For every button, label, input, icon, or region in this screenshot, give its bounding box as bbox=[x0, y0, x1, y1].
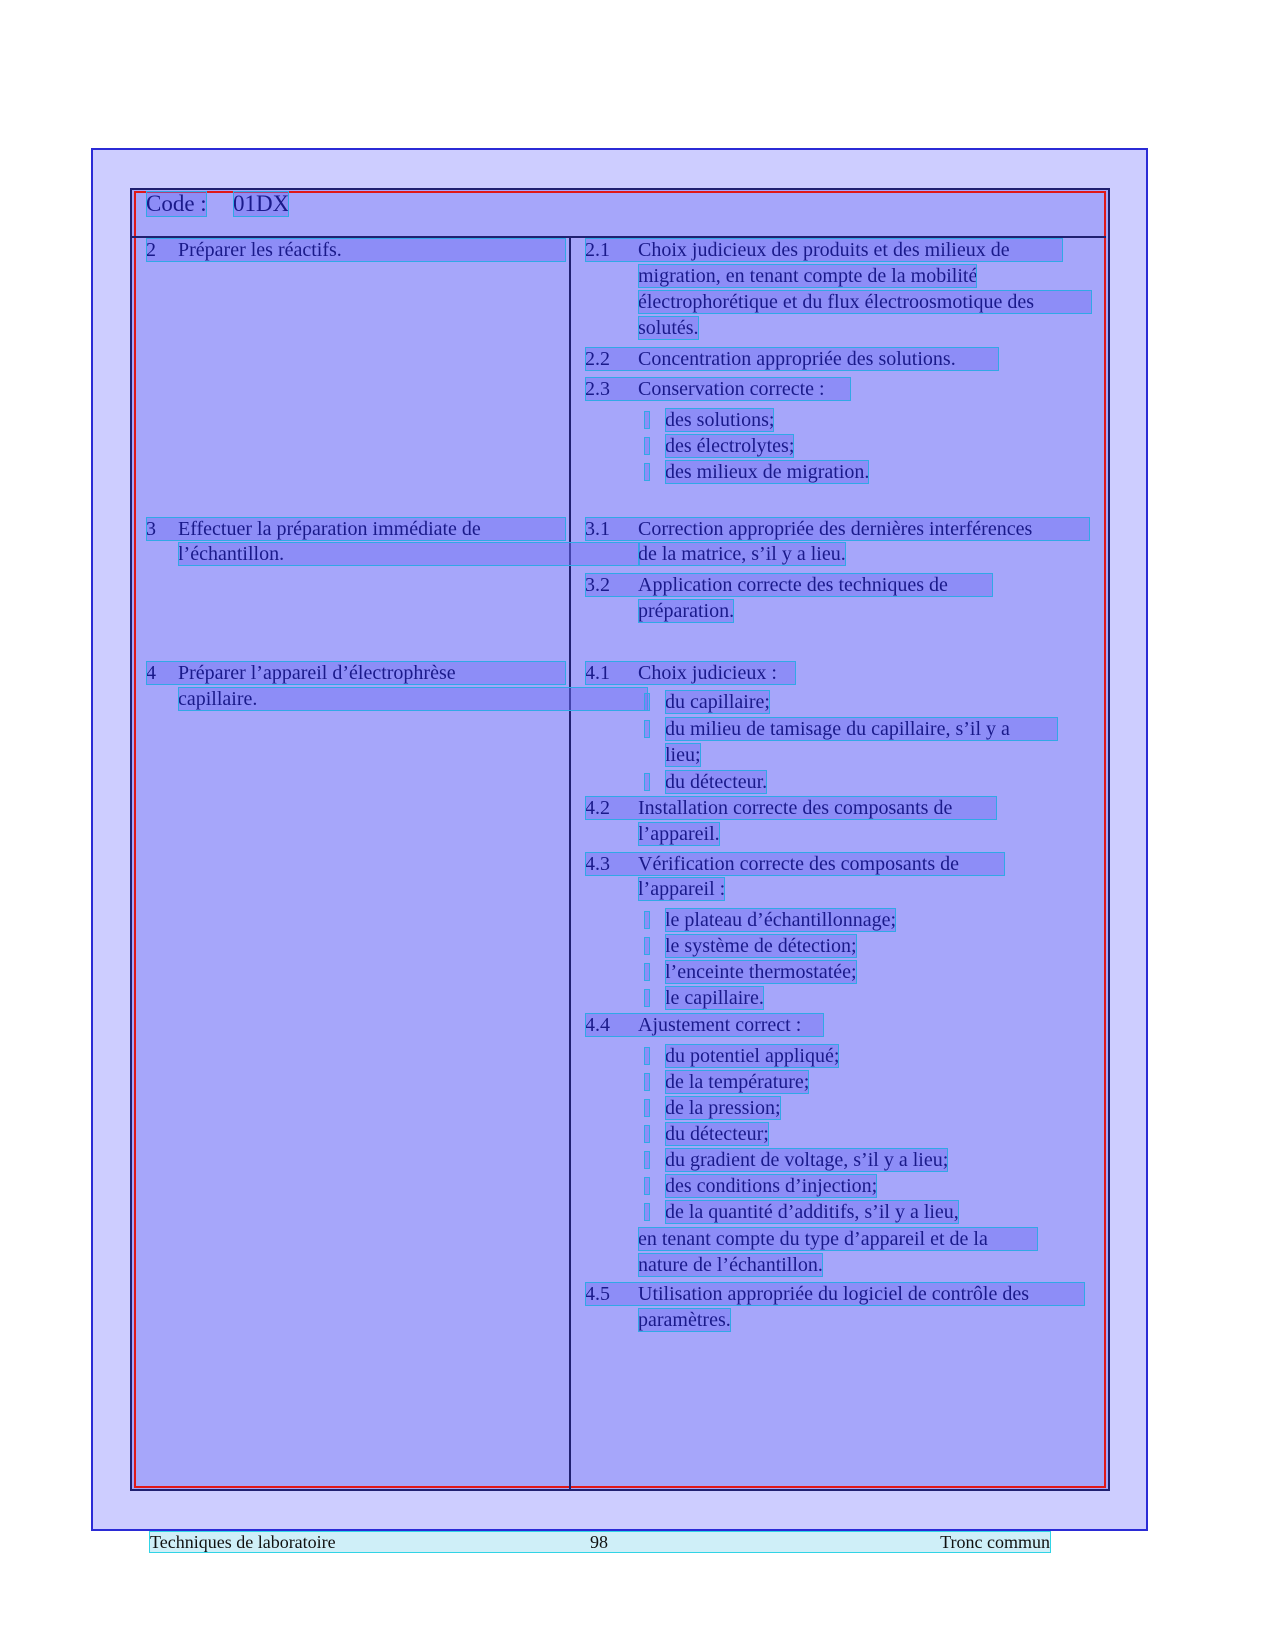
footer-left: Techniques de laboratoire bbox=[150, 1532, 336, 1552]
criterion-4-4-context: en tenant compte du type d’appareil et de la bbox=[638, 1227, 1038, 1251]
criterion-2-1-line2: migration, en tenant compte de la mobilité bbox=[638, 265, 978, 287]
criterion-4-3-item: l’enceinte thermostatée; bbox=[665, 961, 857, 983]
criterion-2-1-line4: solutés. bbox=[638, 317, 699, 339]
element-4 bbox=[146, 661, 566, 685]
bullet-icon bbox=[644, 989, 650, 1007]
criterion-4-4-item: du détecteur; bbox=[665, 1123, 769, 1145]
bullet-icon bbox=[644, 1151, 650, 1169]
bullet-icon bbox=[644, 773, 650, 791]
bullet-icon bbox=[644, 911, 650, 929]
criterion-text: Utilisation appropriée du logiciel de contrôle des bbox=[638, 1283, 1029, 1305]
bullet-icon bbox=[644, 1073, 650, 1091]
code-value: 01DX bbox=[233, 191, 290, 216]
criterion-text: Concentration appropriée des solutions. bbox=[638, 348, 956, 370]
criterion-number: 4.2 bbox=[585, 797, 610, 819]
criterion-4-1-item: du milieu de tamisage du capillaire, s’il y a bbox=[665, 717, 1058, 741]
element-2 bbox=[146, 238, 566, 262]
criterion-4-4-item: de la pression; bbox=[665, 1097, 781, 1119]
criterion-4-3-item: le capillaire. bbox=[665, 987, 764, 1009]
criterion-4-3-item: le système de détection; bbox=[665, 935, 857, 957]
criterion-3-1 bbox=[585, 517, 1090, 541]
element-text: Préparer les réactifs. bbox=[178, 239, 342, 261]
criterion-4-1-item-line2: lieu; bbox=[665, 744, 701, 766]
criterion-4-1-item: du détecteur. bbox=[665, 771, 768, 793]
footer-right: Tronc commun bbox=[940, 1532, 1050, 1552]
criterion-4-2-line2: l’appareil. bbox=[638, 823, 720, 845]
criterion-2-3-item: des solutions; bbox=[665, 409, 775, 431]
element-number: 3 bbox=[146, 518, 156, 540]
criterion-number: 4.4 bbox=[585, 1014, 610, 1036]
criterion-4-5-line2: paramètres. bbox=[638, 1309, 731, 1331]
criterion-4-4-item: de la température; bbox=[665, 1071, 810, 1093]
criterion-text: Ajustement correct : bbox=[638, 1014, 802, 1036]
criterion-text: Application correcte des techniques de bbox=[638, 574, 948, 596]
bullet-icon bbox=[644, 1047, 650, 1065]
criterion-4-3-item: le plateau d’échantillonnage; bbox=[665, 909, 897, 931]
bullet-icon bbox=[644, 720, 650, 738]
bullet-icon bbox=[644, 437, 650, 455]
element-4-line2: capillaire. bbox=[178, 687, 648, 711]
bullet-icon bbox=[644, 1203, 650, 1221]
page-footer bbox=[150, 1532, 1050, 1552]
criterion-4-1 bbox=[585, 661, 796, 685]
criterion-2-3-item: des électrolytes; bbox=[665, 435, 795, 457]
bullet-icon bbox=[644, 1177, 650, 1195]
criterion-number: 2.1 bbox=[585, 239, 610, 261]
column-divider bbox=[569, 238, 571, 1490]
criterion-4-2 bbox=[585, 796, 997, 820]
criterion-text: Vérification correcte des composants de bbox=[638, 853, 959, 875]
criterion-4-3 bbox=[585, 852, 1005, 876]
criterion-4-4-item: de la quantité d’additifs, s’il y a lieu, bbox=[665, 1201, 959, 1223]
criterion-4-1-item: du capillaire; bbox=[665, 691, 770, 713]
element-text: Préparer l’appareil d’électrophrèse bbox=[178, 662, 456, 684]
bullet-icon bbox=[644, 1099, 650, 1117]
criterion-4-4 bbox=[585, 1013, 824, 1037]
element-3 bbox=[146, 517, 566, 541]
criterion-3-1-line2: de la matrice, s’il y a lieu. bbox=[638, 543, 846, 565]
criterion-4-4-item: du potentiel appliqué; bbox=[665, 1045, 840, 1067]
criterion-number: 4.5 bbox=[585, 1283, 610, 1305]
bullet-icon bbox=[644, 693, 650, 711]
criterion-2-1 bbox=[585, 238, 1063, 262]
criterion-text: Choix judicieux : bbox=[638, 662, 777, 684]
criterion-number: 2.2 bbox=[585, 348, 610, 370]
criterion-4-4-item: du gradient de voltage, s’il y a lieu; bbox=[665, 1149, 949, 1171]
criterion-number: 4.1 bbox=[585, 662, 610, 684]
criterion-2-2 bbox=[585, 347, 999, 371]
criterion-3-2-line2: préparation. bbox=[638, 600, 735, 622]
bullet-icon bbox=[644, 963, 650, 981]
criterion-4-3-line2: l’appareil : bbox=[638, 878, 726, 900]
criterion-text: Choix judicieux des produits et des milieux de bbox=[638, 239, 1010, 261]
element-number: 4 bbox=[146, 662, 156, 684]
criterion-text: Correction appropriée des dernières interférences bbox=[638, 518, 1033, 540]
criterion-number: 4.3 bbox=[585, 853, 610, 875]
element-text: Effectuer la préparation immédiate de bbox=[178, 518, 481, 540]
element-number: 2 bbox=[146, 239, 156, 261]
bullet-icon bbox=[644, 411, 650, 429]
criterion-2-1-line3: électrophorétique et du flux électroosmotique des bbox=[638, 290, 1092, 314]
criterion-number: 3.2 bbox=[585, 574, 610, 596]
criterion-3-2 bbox=[585, 573, 993, 597]
criterion-text: Installation correcte des composants de bbox=[638, 797, 953, 819]
criterion-2-3-item: des milieux de migration. bbox=[665, 461, 870, 483]
criterion-number: 2.3 bbox=[585, 378, 610, 400]
criterion-text: Conservation correcte : bbox=[638, 378, 825, 400]
criterion-number: 3.1 bbox=[585, 518, 610, 540]
bullet-icon bbox=[644, 937, 650, 955]
code-label: Code : bbox=[146, 191, 207, 216]
bullet-icon bbox=[644, 1125, 650, 1143]
criterion-2-3 bbox=[585, 377, 851, 401]
bullet-icon bbox=[644, 463, 650, 481]
criterion-4-4-context-line2: nature de l’échantillon. bbox=[638, 1254, 823, 1276]
element-3-line2: l’échantillon. bbox=[178, 542, 640, 566]
criterion-4-4-item: des conditions d’injection; bbox=[665, 1175, 878, 1197]
criterion-4-5 bbox=[585, 1282, 1085, 1306]
page-number: 98 bbox=[590, 1532, 608, 1552]
